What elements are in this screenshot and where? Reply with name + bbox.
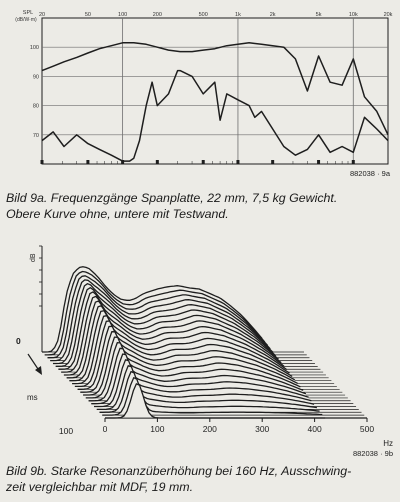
chart-series (42, 43, 388, 161)
y-axis-unit: (dB/W·m) (15, 17, 37, 23)
figure-9b (4, 232, 396, 460)
x-tick-label: 50 (84, 12, 91, 18)
y-axis-title: SPL (22, 10, 34, 16)
chart-grid (41, 18, 389, 164)
x-tick-label: 0 (102, 424, 108, 434)
x-tick-mark (202, 160, 205, 164)
x-tick-label: 500 (359, 424, 375, 434)
x-tick-label: 100 (150, 424, 165, 434)
x-tick-mark (271, 160, 274, 164)
x-tick-label: 20k (383, 12, 393, 18)
x-tick-mark (317, 160, 320, 164)
figure-code: 882038 · 9b (352, 449, 393, 458)
caption-line: Obere Kurve ohne, untere mit Testwand. (6, 207, 229, 221)
x-tick-label: 100 (118, 12, 128, 18)
x-tick-label: 200 (152, 12, 162, 18)
x-tick-label: 10k (348, 12, 358, 18)
plot-frame (42, 18, 388, 164)
x-tick-mark (352, 160, 355, 164)
x-tick-label: 5k (315, 12, 322, 18)
figure-code: 882038 · 9a (349, 169, 390, 178)
caption-line: Bild 9b. Starke Resonanzüberhöhung bei 160 Hz, Ausschwing- (6, 464, 352, 478)
y-tick-label: 70 (32, 132, 39, 139)
frequency-response-chart (4, 4, 396, 180)
x-tick-mark (86, 160, 89, 164)
x-tick-label: 1k (235, 12, 241, 18)
caption-line: Bild 9a. Frequenzgänge Spanplatte, 22 mm, 7,5 kg Gewicht. (6, 191, 338, 205)
x-axis-unit: Hz (383, 439, 393, 448)
x-tick-label: 2k (269, 12, 276, 18)
waterfall-chart (4, 232, 396, 460)
caption-9a (6, 190, 394, 222)
x-tick-label: 500 (198, 12, 208, 18)
x-tick-mark (41, 160, 44, 164)
caption-line: zeit vergleichbar mit MDF, 19 mm. (6, 480, 194, 494)
x-tick-mark (156, 160, 159, 164)
x-tick-mark (236, 160, 239, 164)
x-tick-label: 20 (38, 12, 46, 18)
time-axis-unit: ms (27, 393, 38, 402)
y-tick-label: 100 (29, 45, 39, 52)
time-direction-arrow-head (35, 366, 42, 375)
chart-ticks (30, 12, 393, 139)
y-tick-label: 90 (32, 74, 39, 81)
time-tick-label: 0 (16, 336, 21, 346)
x-tick-label: 400 (307, 424, 322, 434)
x-tick-label: 300 (255, 424, 270, 434)
figure-9a (4, 4, 396, 180)
chart-series (42, 267, 367, 418)
caption-9b (6, 463, 394, 495)
x-tick-label: 200 (202, 424, 217, 434)
y-axis-title: dB (30, 253, 37, 262)
time-tick-label: 100 (58, 426, 74, 436)
y-tick-label: 80 (32, 103, 39, 110)
